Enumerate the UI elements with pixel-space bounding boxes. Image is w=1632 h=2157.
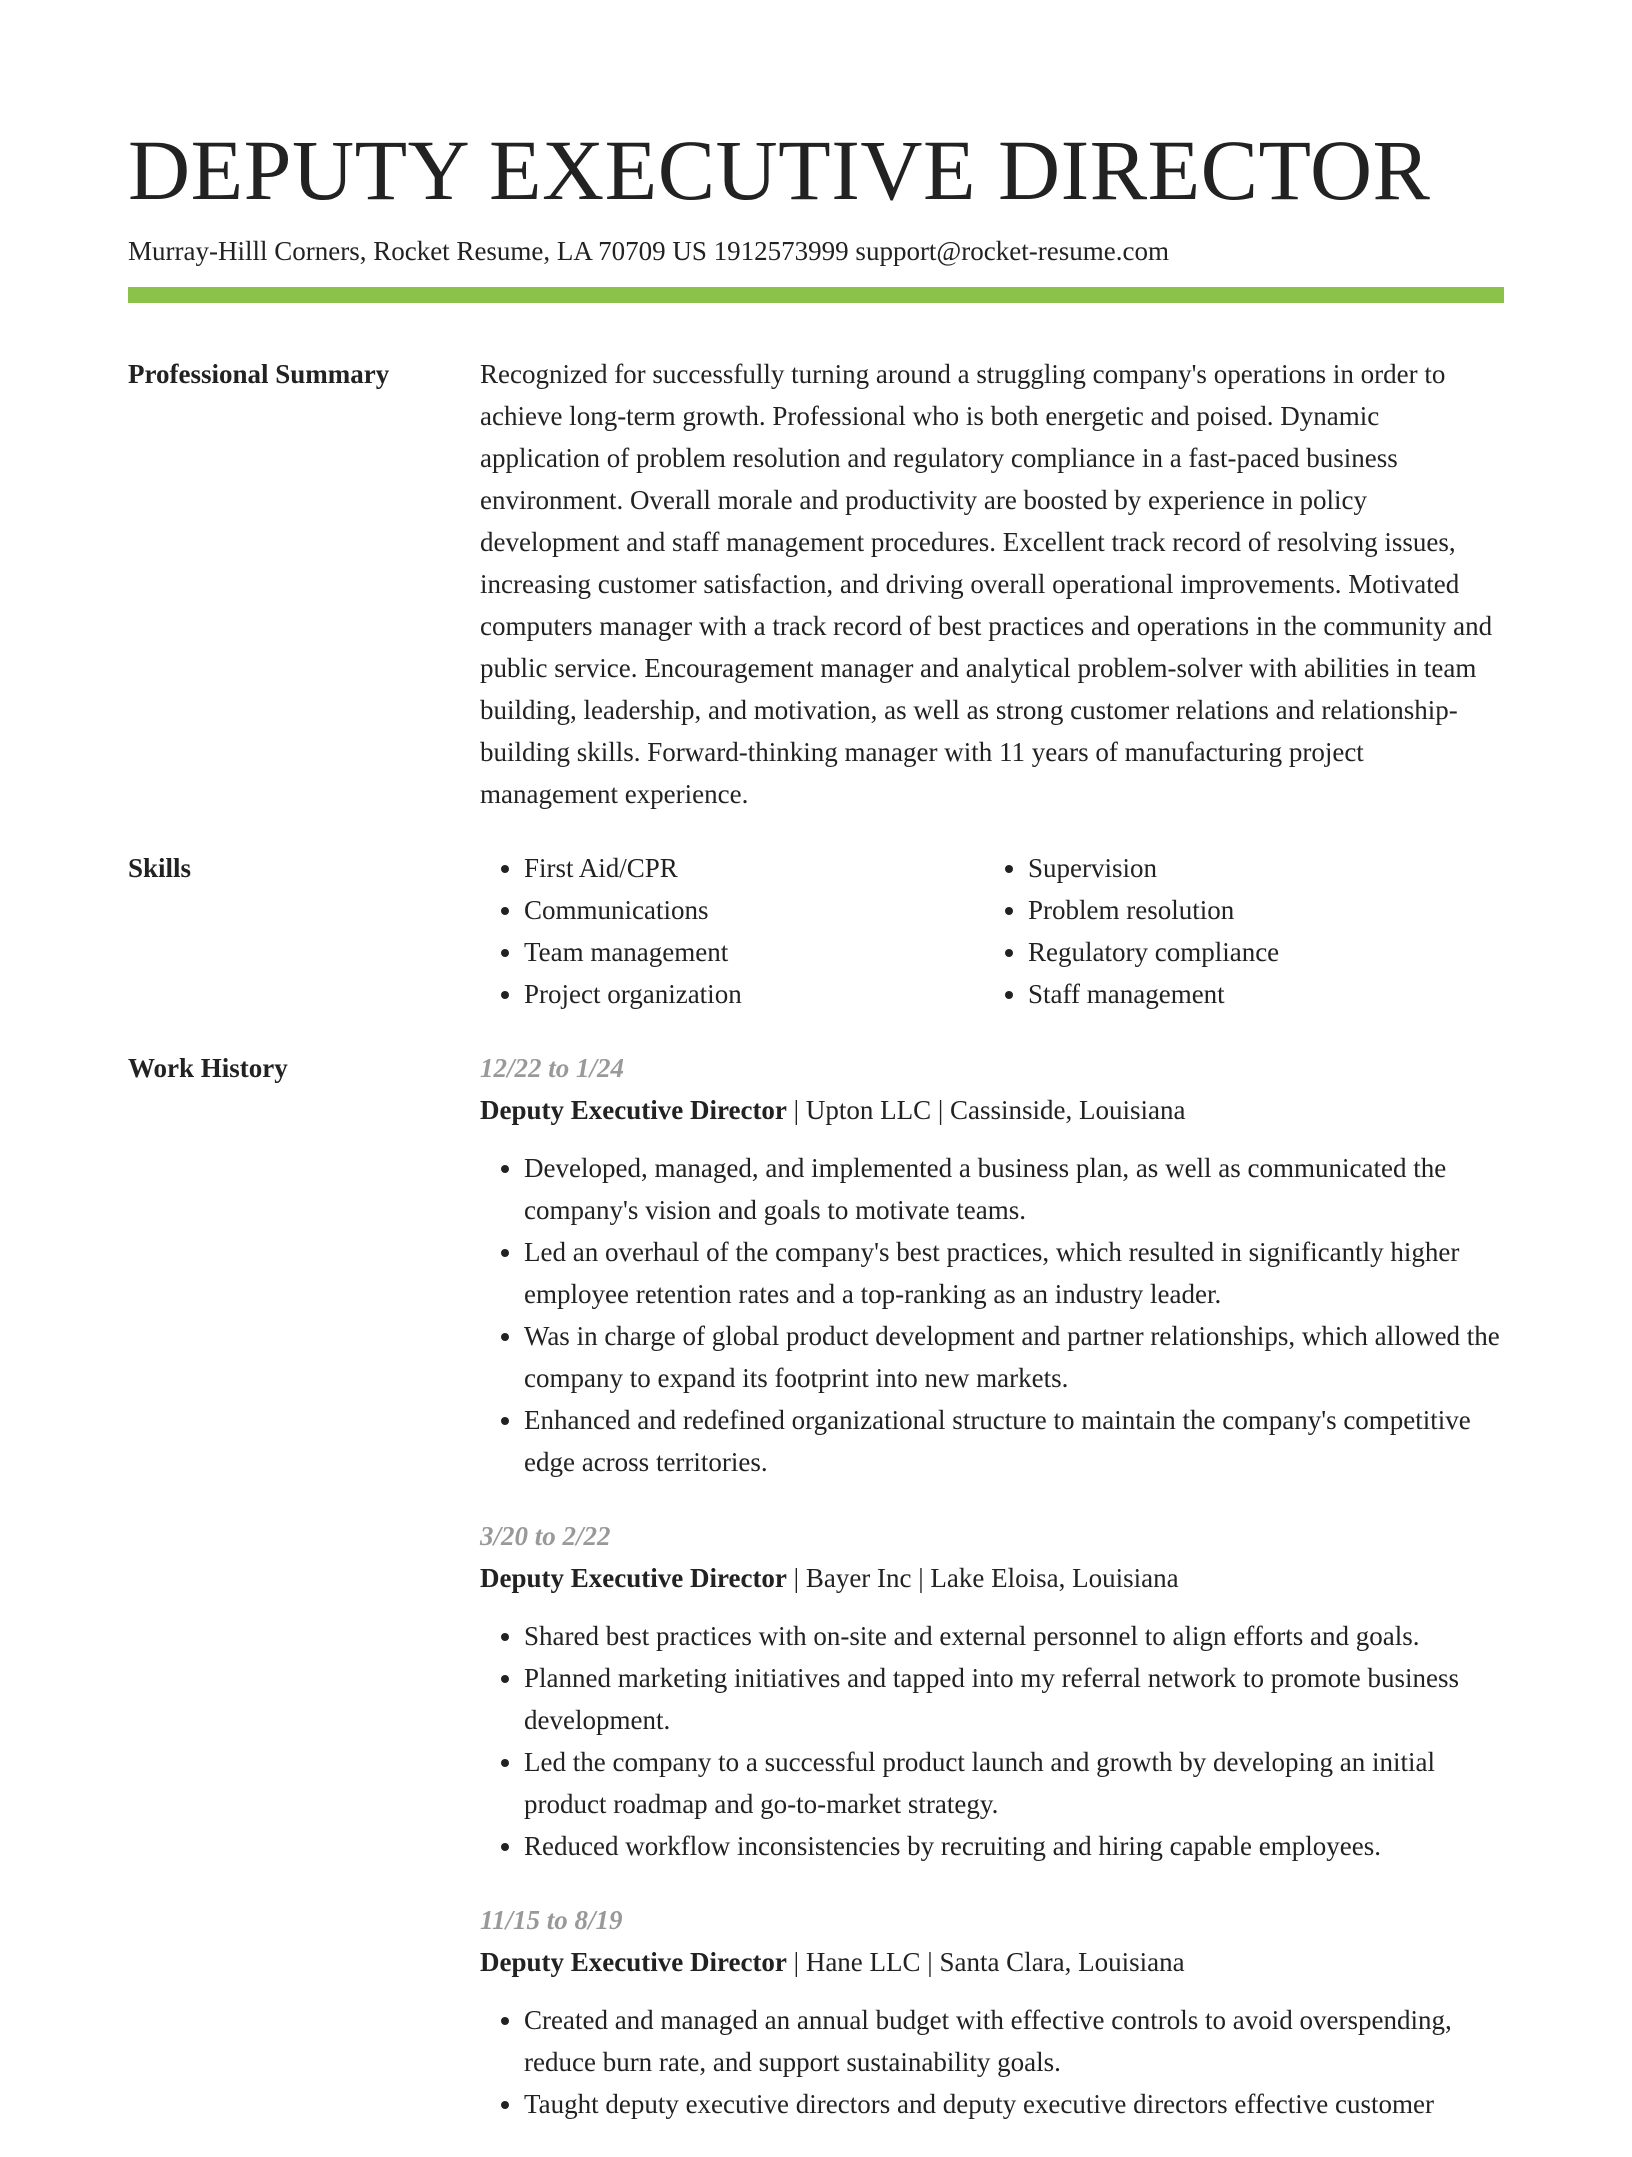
job-employer-location: | Hane LLC | Santa Clara, Louisiana	[786, 1947, 1185, 1977]
skills-list-left	[480, 847, 984, 1015]
job-employer-location: | Upton LLC | Cassinside, Louisiana	[786, 1095, 1186, 1125]
skill-item: • Supervision	[1028, 847, 1488, 889]
job-bullet: • Developed, managed, and implemented a business plan, as well as communicated the company's vision and goals to motivate teams.	[524, 1147, 1504, 1231]
job-bullet: • Created and managed an annual budget with effective controls to avoid overspending, reduce burn rate, and support sustainability goals.	[524, 1999, 1504, 2083]
job-entry	[480, 1899, 1504, 2125]
section-label-work-history: Work History	[128, 1053, 288, 1083]
skill-item: • Problem resolution	[1028, 889, 1488, 931]
section-label-summary: Professional Summary	[128, 359, 390, 389]
skill-item: • Communications	[524, 889, 984, 931]
job-dates: 3/20 to 2/22	[480, 1521, 611, 1551]
job-entry	[480, 1047, 1504, 1483]
resume-page	[128, 0, 1504, 2157]
skills-section	[128, 847, 1504, 1015]
job-title-line	[480, 1941, 1504, 1983]
job-title: Deputy Executive Director	[480, 1947, 787, 1977]
job-bullet: • Taught deputy executive directors and deputy executive directors effective customer	[524, 2083, 1504, 2125]
job-bullet-list	[480, 1615, 1504, 1867]
skill-item: • Team management	[524, 931, 984, 973]
job-bullet: • Led an overhaul of the company's best practices, which resulted in significantly higher employee retention rates and a top-ranking as an industry leader.	[524, 1231, 1504, 1315]
skill-item: • Regulatory compliance	[1028, 931, 1488, 973]
skill-item: • First Aid/CPR	[524, 847, 984, 889]
job-employer-location: | Bayer Inc | Lake Eloisa, Louisiana	[786, 1563, 1179, 1593]
job-bullet: • Led the company to a successful product launch and growth by developing an initial product roadmap and go-to-market strategy.	[524, 1741, 1504, 1825]
job-entry	[480, 1515, 1504, 1867]
job-bullet: • Planned marketing initiatives and tapped into my referral network to promote business development.	[524, 1657, 1504, 1741]
professional-summary-section	[128, 353, 1504, 815]
job-bullet: • Shared best practices with on-site and external personnel to align efforts and goals.	[524, 1615, 1504, 1657]
section-label-skills: Skills	[128, 853, 192, 883]
skills-columns	[480, 847, 1504, 1015]
work-history-body	[480, 1047, 1504, 2157]
job-dates: 12/22 to 1/24	[480, 1053, 625, 1083]
job-dates: 11/15 to 8/19	[480, 1905, 623, 1935]
skills-list-right	[984, 847, 1488, 1015]
job-title-line	[480, 1089, 1504, 1131]
job-bullet: • Was in charge of global product development and partner relationships, which allowed the company to expand its footprint into new markets.	[524, 1315, 1504, 1399]
skills-body	[480, 847, 1504, 1015]
work-history-section	[128, 1047, 1504, 2157]
job-title: Deputy Executive Director	[480, 1095, 787, 1125]
summary-body	[480, 353, 1504, 815]
job-bullet-list	[480, 1999, 1504, 2125]
skill-item: • Project organization	[524, 973, 984, 1015]
contact-line: Murray-Hilll Corners, Rocket Resume, LA 70709 US 1912573999 support@rocket-resume.com	[128, 236, 1169, 266]
job-bullet-list	[480, 1147, 1504, 1483]
summary-text: Recognized for successfully turning around a struggling company's operations in order to achieve long-term growth. Professional who is both energetic and poised. Dynamic application of problem resolution and regulatory compliance in a fast-paced business environment. Overall morale and productivity are boosted by experience in policy development and staff management procedures. Excellent track record of resolving issues, increasing customer satisfaction, and driving overall operational improvements. Motivated computers manager with a track record of best practices and operations in the community and public service. Encouragement manager and analytical problem-solver with abilities in team building, leadership, and motivation, as well as strong customer relations and relationship-building skills. Forward-thinking manager with 11 years of manufacturing project management experience.	[480, 359, 1493, 809]
resume-name: DEPUTY EXECUTIVE DIRECTOR	[128, 122, 1431, 218]
job-title-line	[480, 1557, 1504, 1599]
job-title: Deputy Executive Director	[480, 1563, 787, 1593]
job-bullet: • Enhanced and redefined organizational structure to maintain the company's competitive edge across territories.	[524, 1399, 1504, 1483]
accent-divider	[128, 287, 1504, 303]
skill-item: • Staff management	[1028, 973, 1488, 1015]
job-bullet: • Reduced workflow inconsistencies by recruiting and hiring capable employees.	[524, 1825, 1504, 1867]
